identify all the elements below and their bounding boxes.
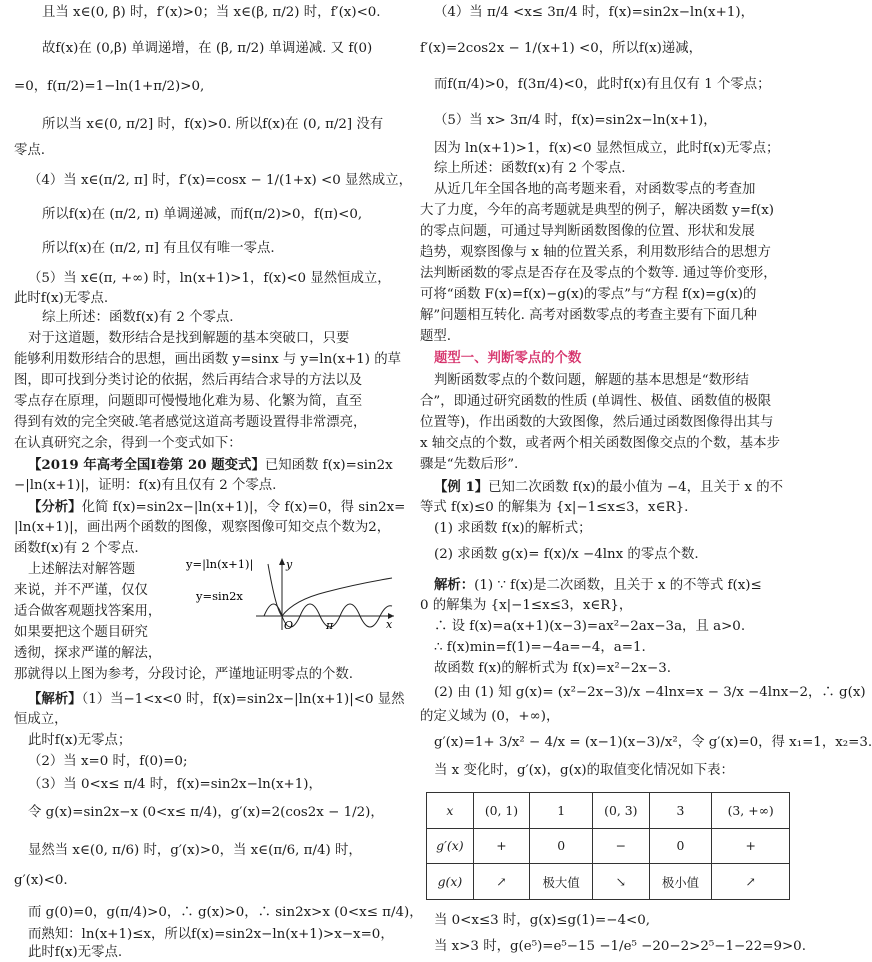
text-line: 骤是“先数后形”. (420, 457, 519, 472)
text-line: 恒成立， (14, 712, 68, 727)
text-line: 所以f(x)在 (π/2, π) 单调递减，而f(π/2)>0，f(π)<0, (42, 207, 363, 222)
text-line: 故f(x)在 (0,β) 单调递增，在 (β, π/2) 单调递减. 又 f(0) (42, 41, 373, 56)
table-cell: g′(x) (427, 828, 474, 864)
text-line: 0 的解集为 {x|−1≤x≤3，x∈R}， (420, 598, 633, 613)
text-line: 令 g(x)=sin2x−x (0<x≤ π/4)，g′(x)=2(cos2x − 1/2)， (28, 805, 384, 820)
text-line: 故函数 f(x)的解析式为 f(x)=x²−2x−3. (434, 661, 671, 676)
text-line: （2）当 x=0 时，f(0)=0; (28, 754, 188, 769)
table-cell: 0 (649, 828, 712, 864)
solution-tag: 解析： (434, 577, 475, 593)
table-cell: g(x) (427, 864, 474, 900)
text-line: 而熟知：ln(x+1)≤x，所以f(x)=sin2x−ln(x+1)>x−x=0， (28, 927, 394, 942)
table-cell: ↗ (473, 864, 529, 900)
text-line: ∴ f(x)min=f(1)=−4a=−4，a=1. (434, 640, 646, 655)
text-line: 那就得以上图为参考，分段讨论，严谨地证明零点的个数. (14, 667, 354, 682)
text-line: （3）当 0<x≤ π/4 时，f(x)=sin2x−ln(x+1)， (28, 777, 322, 792)
text-line: 所以f(x)在 (π/2, π] 有且仅有唯一零点. (42, 241, 275, 256)
table-cell: + (473, 828, 529, 864)
solution-text: (1) ∵ f(x)是二次函数，且关于 x 的不等式 f(x)≤ (474, 578, 762, 593)
text-line: 综上所述：函数f(x)有 2 个零点. (434, 161, 626, 176)
text-line: 适合做客观题找答案用， (14, 604, 162, 619)
label-sin2x: y=sin2x (196, 589, 243, 603)
text-line: (2) 求函数 g(x)= f(x)/x −4lnx 的零点个数. (434, 547, 699, 562)
text-line: 零点存在原理，问题即可慢慢地化难为易、化繁为简，直至 (14, 394, 363, 409)
table-row (427, 793, 790, 829)
text-line: ∴ 设 f(x)=a(x+1)(x−3)=ax²−2ax−3a，且 a>0. (434, 619, 746, 634)
abs-ln-curve (268, 564, 392, 616)
text-line: 而 g(0)=0，g(π/4)>0，∴ g(x)>0，∴ sin2x>x (0<x≤ π/4)， (28, 905, 423, 920)
text-line: 题型. (420, 329, 452, 344)
table-cell: 极大值 (530, 864, 593, 900)
text-line: 当 x 变化时，g′(x)，g(x)的取值变化情况如下表： (434, 763, 734, 778)
analysis-tag: 【分析】 (28, 499, 82, 515)
text-line: 透彻，探求严谨的解法， (14, 646, 162, 661)
table-cell: − (593, 828, 649, 864)
table-row (427, 828, 790, 864)
text-line: 显然当 x∈(0, π/6) 时，g′(x)>0，当 x∈(π/6, π/4) 时， (28, 843, 362, 858)
text-line: 能够利用数形结合的思想，画出函数 y=sinx 与 y=ln(x+1) 的草 (14, 352, 401, 367)
text-line: 位置等)，作出函数的大致图像，然后通过函数图像得出其与 (420, 415, 774, 430)
text-line: 且当 x∈(0, β) 时，f′(x)>0；当 x∈(β, π/2) 时，f′(x)<0. (42, 5, 381, 20)
example-text: 已知二次函数 f(x)的最小值为 −4，且关于 x 的不 (488, 480, 784, 495)
text-line: 图，即可找到分类讨论的依据，然后再结合求导的方法以及 (14, 373, 363, 388)
variation-table (426, 792, 790, 900)
section-title: 题型一、判断零点的个数 (434, 351, 582, 366)
function-sketch-figure (186, 556, 398, 632)
text-line: (1) 求函数 f(x)的解析式； (434, 521, 592, 536)
text-line: 当 x>3 时，g(e⁵)=e⁵−15 −1/e⁵ −20−2>2⁵−1−22=9>0. (434, 939, 806, 954)
text-line: 趋势，观察图像与 x 轴的位置关系，利用数形结合的思想方 (420, 245, 771, 260)
text-line: 零点. (14, 143, 46, 158)
text-line: 来说，并不严谨，仅仅 (14, 583, 148, 598)
variant-title: 【2019 年高考全国Ⅰ卷第 20 题变式】 (28, 457, 265, 473)
text-line: 所以当 x∈(0, π/2] 时，f(x)>0. 所以f(x)在 (0, π/2] 没有 (42, 117, 384, 132)
text-line: 此时f(x)无零点. (28, 945, 123, 960)
label-abs-ln: y=|ln(x+1)| (186, 557, 254, 571)
table-cell: x (427, 793, 474, 829)
solution-line (28, 690, 405, 709)
text-line: 从近几年全国各地的高考题来看，对函数零点的考查加 (434, 182, 756, 197)
text-line: 的定义域为 (0，+∞)， (420, 709, 560, 724)
text-line: 合”，即通过研究函数的性质 (单调性、极值、函数值的极限 (420, 394, 772, 409)
text-line: 上述解法对解答题 (28, 562, 136, 577)
text-line: 如果要把这个题目研究 (14, 625, 148, 640)
text-line: 函数f(x)有 2 个零点. (14, 541, 139, 556)
text-line: 而f(π/4)>0，f(3π/4)<0，此时f(x)有且仅有 1 个零点； (434, 77, 771, 92)
text-line: 此时f(x)无零点； (28, 733, 132, 748)
table-cell: + (712, 828, 790, 864)
solution-tag: 【解析】 (28, 691, 82, 707)
text-line: g′(x)<0. (14, 873, 68, 888)
text-line: （5）当 x∈(π, +∞) 时，ln(x+1)>1，f(x)<0 显然恒成立， (28, 271, 391, 286)
text-line: −|ln(x+1)|，证明：f(x)有且仅有 2 个零点. (14, 478, 277, 493)
text-line: 等式 f(x)≤0 的解集为 {x|−1≤x≤3，x∈R}. (420, 500, 689, 515)
example-tag: 【例 1】 (434, 479, 489, 495)
text-line: （5）当 x> 3π/4 时，f(x)=sin2x−ln(x+1)， (434, 113, 717, 128)
table-cell: ↘ (593, 864, 649, 900)
text-line: 法判断函数的零点是否存在及零点的个数等. 通过等价变形， (420, 266, 777, 281)
table-cell: 3 (649, 793, 712, 829)
table-cell: (0, 1) (473, 793, 529, 829)
text-line: x 轴交点的个数，或者两个相关函数图像交点的个数，基本步 (420, 436, 780, 451)
solution-line (434, 576, 762, 595)
example-line (434, 478, 783, 497)
table-cell: ↗ (712, 864, 790, 900)
text-line: 可将“函数 F(x)=f(x)−g(x)的零点”与“方程 f(x)=g(x)的 (420, 287, 757, 302)
table-cell: 0 (530, 828, 593, 864)
table-row (427, 864, 790, 900)
text-line: 因为 ln(x+1)>1，f(x)<0 显然恒成立，此时f(x)无零点； (434, 141, 780, 156)
y-axis-arrow (279, 558, 285, 565)
text-line: 对于这道题，数形结合是找到解题的基本突破口，只要 (28, 331, 350, 346)
text-line: 当 0<x≤3 时，g(x)≤g(1)=−4<0, (434, 913, 651, 928)
text-line: 解”问题相互转化. 高考对函数零点的考查主要有下面几种 (420, 308, 757, 323)
label-x: x (386, 618, 393, 631)
text-line: =0，f(π/2)=1−ln(1+π/2)>0, (14, 79, 205, 94)
analysis-line (28, 498, 405, 517)
text-line: （4）当 x∈(π/2, π] 时，f′(x)=cosx − 1/(1+x) <0 显然成立， (28, 173, 412, 188)
table-cell: 1 (530, 793, 593, 829)
text-line: f′(x)=2cos2x − 1/(x+1) <0，所以f(x)递减， (420, 41, 703, 56)
solution-text: （1）当−1<x<0 时，f(x)=sin2x−|ln(x+1)|<0 显然 (81, 692, 405, 707)
text-line: 此时f(x)无零点. (14, 291, 109, 306)
text-line: 在认真研究之余，得到一个变式如下： (14, 436, 242, 451)
table-cell: 极小值 (649, 864, 712, 900)
text-line: (2) 由 (1) 知 g(x)= (x²−2x−3)/x −4lnx=x − 3/x −4lnx−2，∴ g(x) (434, 685, 866, 700)
label-origin: O (284, 619, 294, 632)
text-line: 判断函数零点的个数问题，解题的基本思想是“数形结 (434, 373, 749, 388)
text-line: （4）当 π/4 <x≤ 3π/4 时，f(x)=sin2x−ln(x+1)， (434, 5, 754, 20)
text-line: g′(x)=1+ 3/x² − 4/x = (x−1)(x−3)/x²，令 g′(x)=0，得 x₁=1，x₂=3. (434, 735, 872, 750)
variant-text: 已知函数 f(x)=sin2x (264, 458, 393, 473)
text-line: 综上所述：函数f(x)有 2 个零点. (42, 310, 234, 325)
text-line: |ln(x+1)|，画出两个函数的图像，观察图像可知交点个数为2， (14, 520, 391, 535)
analysis-text: 化简 f(x)=sin2x−|ln(x+1)|，令 f(x)=0，得 sin2x= (81, 500, 406, 515)
variant-heading (28, 456, 393, 475)
label-pi: π (326, 619, 334, 632)
table-cell: (3, +∞) (712, 793, 790, 829)
text-line: 得到有效的完全突破.笔者感觉这道高考题设置得非常漂亮， (14, 415, 367, 430)
table-cell: (0, 3) (593, 793, 649, 829)
label-y: y (286, 558, 293, 571)
text-line: 大了力度，今年的高考题就是典型的例子，解决函数 y=f(x) (420, 203, 774, 218)
text-line: 的零点问题，可通过导判断函数图像的位置、形状和发展 (420, 224, 755, 239)
